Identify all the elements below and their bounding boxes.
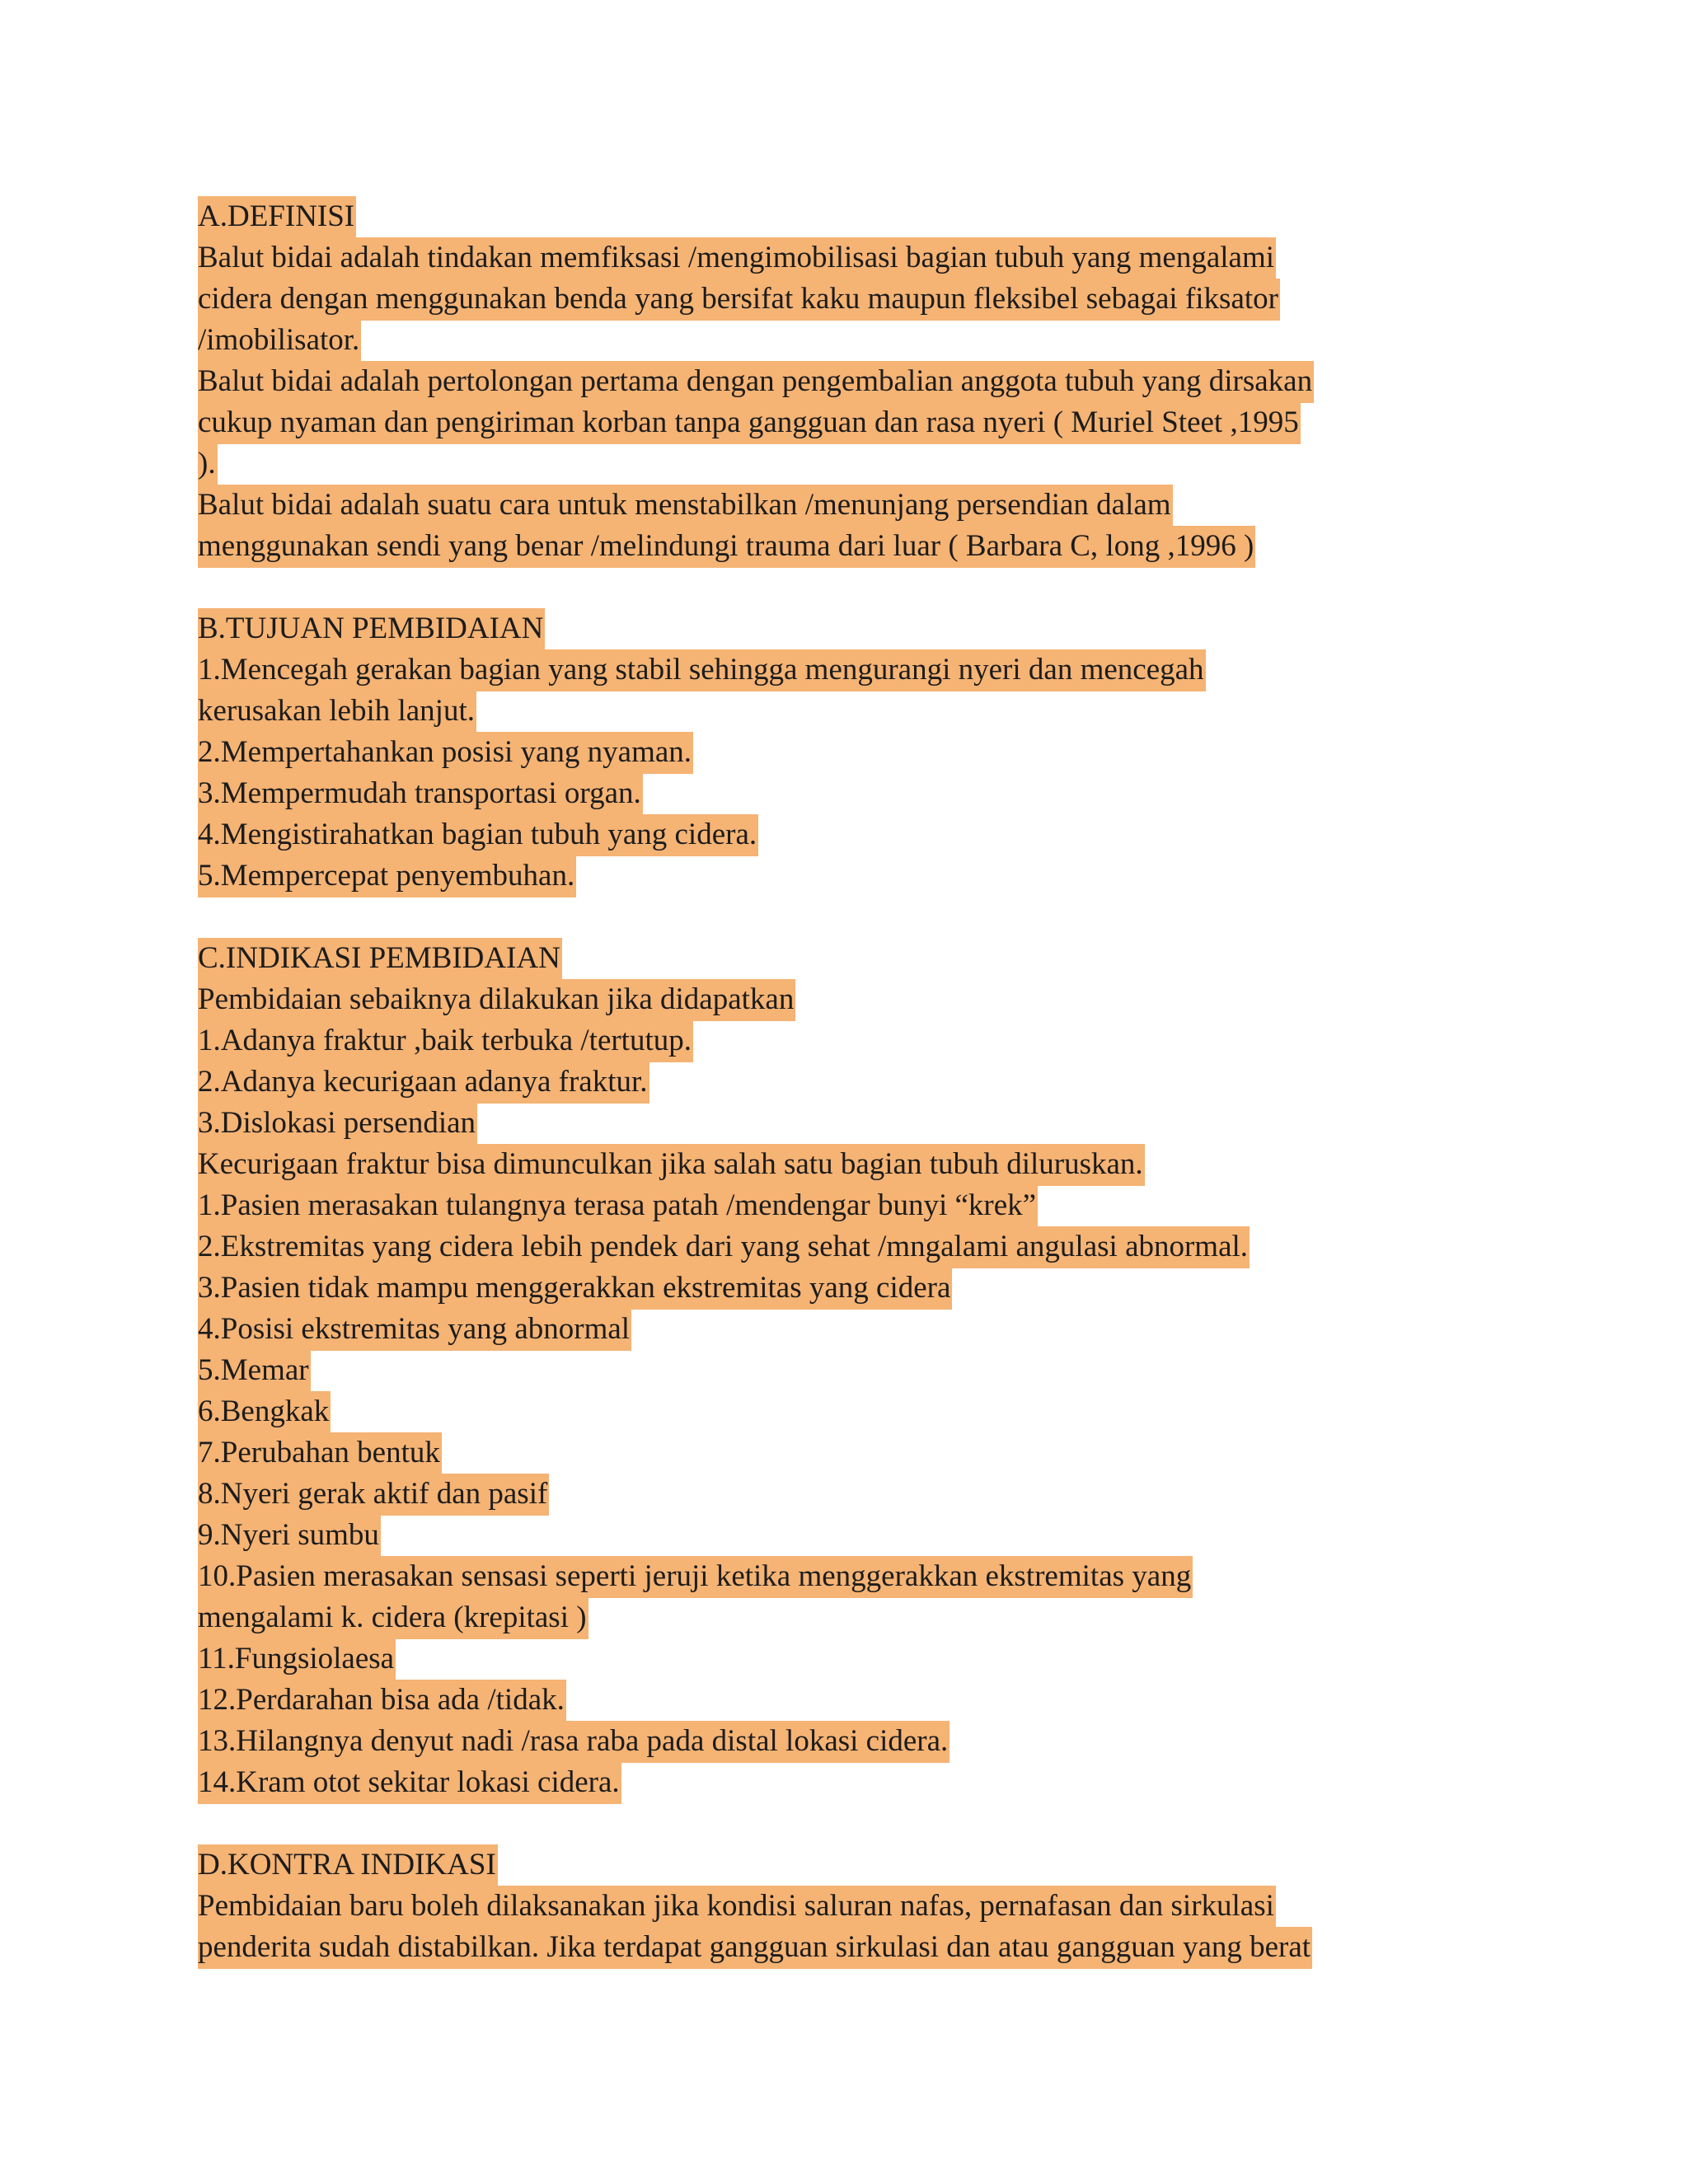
highlight: 1.Adanya fraktur ,baik terbuka /tertutup. <box>198 1020 693 1062</box>
highlight: 3.Dislokasi persendian <box>198 1103 477 1145</box>
highlight: C.INDIKASI PEMBIDAIAN <box>198 938 562 980</box>
highlight: 2.Ekstremitas yang cidera lebih pendek dari yang sehat /mngalami angulasi abnormal. <box>198 1226 1250 1268</box>
paragraph-line <box>198 1927 1517 1968</box>
highlight: 1.Pasien merasakan tulangnya terasa patah /mendengar bunyi “krek” <box>198 1185 1038 1227</box>
list-item <box>198 1268 1517 1309</box>
document-body <box>198 196 1517 1968</box>
highlight: 6.Bengkak <box>198 1391 331 1433</box>
list-item <box>198 691 1517 732</box>
highlight: kerusakan lebih lanjut. <box>198 691 476 733</box>
highlight: ). <box>198 443 218 485</box>
list-item <box>198 649 1517 691</box>
highlight: B.TUJUAN PEMBIDAIAN <box>198 608 545 650</box>
paragraph-line <box>198 279 1517 320</box>
section-heading-kontra-indikasi <box>198 1844 1517 1886</box>
highlight: 9.Nyeri sumbu <box>198 1515 381 1557</box>
list-item <box>198 1226 1517 1268</box>
section-heading-definisi <box>198 196 1517 237</box>
list-item <box>198 1638 1517 1680</box>
highlight: /imobilisator. <box>198 320 361 362</box>
highlight: Balut bidai adalah tindakan memfiksasi /mengimobilisasi bagian tubuh yang mengalami <box>198 237 1276 279</box>
highlight: Balut bidai adalah suatu cara untuk menstabilkan /menunjang persendian dalam <box>198 485 1173 527</box>
list-item <box>198 1350 1517 1391</box>
list-item <box>198 855 1517 897</box>
highlight: 11.Fungsiolaesa <box>198 1638 396 1680</box>
highlight: 5.Mempercepat penyembuhan. <box>198 855 576 898</box>
list-item <box>198 1103 1517 1144</box>
highlight: Kecurigaan fraktur bisa dimunculkan jika salah satu bagian tubuh diluruskan. <box>198 1144 1145 1186</box>
highlight: 8.Nyeri gerak aktif dan pasif <box>198 1474 549 1516</box>
list-item <box>198 1062 1517 1103</box>
paragraph-line <box>198 320 1517 361</box>
highlight: menggunakan sendi yang benar /melindungi trauma dari luar ( Barbara C, long ,1996 ) <box>198 526 1255 568</box>
highlight: cidera dengan menggunakan benda yang bersifat kaku maupun fleksibel sebagai fiksator <box>198 279 1280 321</box>
highlight: mengalami k. cidera (krepitasi ) <box>198 1597 588 1639</box>
highlight: 5.Memar <box>198 1350 311 1392</box>
highlight: Pembidaian baru boleh dilaksanakan jika kondisi saluran nafas, pernafasan dan sirkulasi <box>198 1886 1276 1928</box>
highlight: 3.Pasien tidak mampu menggerakkan ekstremitas yang cidera <box>198 1268 952 1310</box>
paragraph-line <box>198 361 1517 402</box>
section-heading-indikasi <box>198 938 1517 979</box>
highlight: cukup nyaman dan pengiriman korban tanpa gangguan dan rasa nyeri ( Muriel Steet ,1995 <box>198 402 1301 444</box>
highlight: 13.Hilangnya denyut nadi /rasa raba pada distal lokasi cidera. <box>198 1721 950 1763</box>
paragraph-line <box>198 402 1517 443</box>
list-item <box>198 773 1517 814</box>
list-item <box>198 1597 1517 1638</box>
paragraph-line <box>198 526 1517 567</box>
list-item <box>198 1556 1517 1597</box>
blank-line <box>198 897 1517 938</box>
highlight: 3.Mempermudah transportasi organ. <box>198 773 643 815</box>
list-item <box>198 1020 1517 1062</box>
highlight: 2.Mempertahankan posisi yang nyaman. <box>198 732 693 774</box>
paragraph-line <box>198 1886 1517 1927</box>
list-item <box>198 1474 1517 1515</box>
highlight: 14.Kram otot sekitar lokasi cidera. <box>198 1762 621 1804</box>
blank-line <box>198 567 1517 608</box>
paragraph-line <box>198 237 1517 279</box>
highlight: Balut bidai adalah pertolongan pertama dengan pengembalian anggota tubuh yang dirsakan <box>198 361 1314 403</box>
list-item <box>198 1185 1517 1226</box>
highlight: D.KONTRA INDIKASI <box>198 1844 498 1886</box>
list-item <box>198 1515 1517 1556</box>
list-item <box>198 1144 1517 1185</box>
list-item <box>198 1309 1517 1350</box>
list-item <box>198 1391 1517 1432</box>
section-heading-tujuan <box>198 608 1517 649</box>
highlight: 4.Posisi ekstremitas yang abnormal <box>198 1309 631 1351</box>
highlight: 4.Mengistirahatkan bagian tubuh yang cidera. <box>198 814 758 856</box>
list-item <box>198 1680 1517 1721</box>
list-item <box>198 814 1517 855</box>
highlight: 2.Adanya kecurigaan adanya fraktur. <box>198 1062 649 1104</box>
highlight: 7.Perubahan bentuk <box>198 1432 442 1474</box>
highlight: 10.Pasien merasakan sensasi seperti jeruji ketika menggerakkan ekstremitas yang <box>198 1556 1193 1598</box>
highlight: A.DEFINISI <box>198 196 356 238</box>
paragraph-line <box>198 485 1517 526</box>
list-item <box>198 732 1517 773</box>
highlight: 1.Mencegah gerakan bagian yang stabil sehingga mengurangi nyeri dan mencegah <box>198 649 1206 691</box>
highlight: 12.Perdarahan bisa ada /tidak. <box>198 1680 566 1722</box>
blank-line <box>198 1803 1517 1844</box>
list-item <box>198 1721 1517 1762</box>
paragraph-line <box>198 443 1517 485</box>
list-item <box>198 1432 1517 1474</box>
highlight: Pembidaian sebaiknya dilakukan jika didapatkan <box>198 979 795 1021</box>
list-item <box>198 1762 1517 1803</box>
highlight: penderita sudah distabilkan. Jika terdapat gangguan sirkulasi dan atau gangguan yang berat <box>198 1927 1312 1969</box>
list-item <box>198 979 1517 1020</box>
